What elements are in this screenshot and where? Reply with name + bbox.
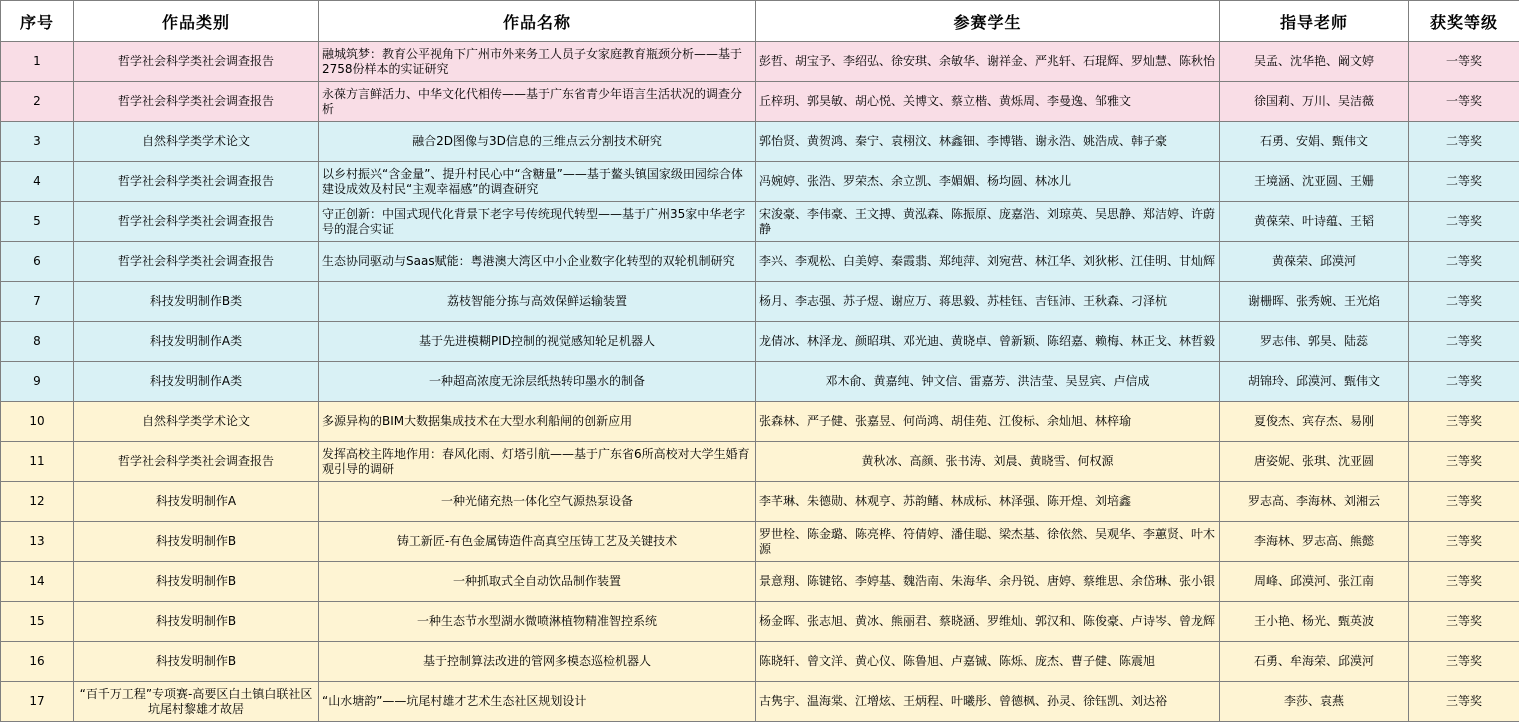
table-row [1,242,1519,282]
cell-advisors: 石勇、安娟、甄伟文 [1220,122,1409,162]
cell-index: 2 [1,82,74,122]
cell-advisors: 李莎、袁燕 [1220,682,1409,722]
cell-index: 10 [1,402,74,442]
cell-title: 多源异构的BIM大数据集成技术在大型水利船闸的创新应用 [319,402,756,442]
cell-index: 8 [1,322,74,362]
cell-advisors: 徐国莉、万川、吴洁薇 [1220,82,1409,122]
cell-award: 二等奖 [1409,282,1519,322]
cell-index: 6 [1,242,74,282]
table-row [1,602,1519,642]
cell-index: 4 [1,162,74,202]
cell-award: 二等奖 [1409,242,1519,282]
cell-award: 三等奖 [1409,442,1519,482]
cell-index: 7 [1,282,74,322]
cell-students: 古隽宇、温海棠、江增炫、王炳程、叶曦彤、曾德枫、孙灵、徐钰凯、刘达裕 [756,682,1220,722]
cell-advisors: 谢栅晖、张秀婉、王光焰 [1220,282,1409,322]
cell-category: 哲学社会科学类社会调查报告 [74,162,319,202]
cell-award: 二等奖 [1409,322,1519,362]
cell-advisors: 罗志高、李海林、刘湘云 [1220,482,1409,522]
table-row [1,642,1519,682]
header-title: 作品名称 [319,1,756,42]
cell-award: 三等奖 [1409,522,1519,562]
cell-advisors: 王小艳、杨光、甄英波 [1220,602,1409,642]
header-category: 作品类别 [74,1,319,42]
cell-advisors: 周峰、邱漠河、张江南 [1220,562,1409,602]
header-award: 获奖等级 [1409,1,1519,42]
cell-award: 三等奖 [1409,642,1519,682]
cell-title: “山水塘韵”——坑尾村雄才艺术生态社区规划设计 [319,682,756,722]
cell-award: 二等奖 [1409,122,1519,162]
cell-title: 基于控制算法改进的管网多模态巡检机器人 [319,642,756,682]
cell-students: 郭怡贤、黄贺鸿、秦宁、袁栩汶、林鑫钿、李博锴、谢永浩、姚浩成、韩子豪 [756,122,1220,162]
cell-students: 彭哲、胡宝予、李绍弘、徐安琪、余敏华、谢祥金、严兆轩、石琨辉、罗灿慧、陈秋怡 [756,42,1220,82]
cell-title: 生态协同驱动与Saas赋能：粤港澳大湾区中小企业数字化转型的双轮机制研究 [319,242,756,282]
cell-index: 16 [1,642,74,682]
cell-students: 陈晓轩、曾文洋、黄心仪、陈鲁旭、卢嘉铖、陈烁、庞杰、曹子健、陈震旭 [756,642,1220,682]
cell-award: 三等奖 [1409,402,1519,442]
cell-category: 自然科学类学术论文 [74,402,319,442]
cell-advisors: 罗志伟、郭昊、陆蕊 [1220,322,1409,362]
cell-category: 科技发明制作B [74,522,319,562]
cell-category: 哲学社会科学类社会调查报告 [74,42,319,82]
cell-advisors: 李海林、罗志高、熊懿 [1220,522,1409,562]
cell-index: 17 [1,682,74,722]
header-index: 序号 [1,1,74,42]
cell-title: 一种生态节水型湖水微喷淋植物精准智控系统 [319,602,756,642]
cell-index: 1 [1,42,74,82]
header-row [1,1,1519,42]
cell-title: 永葆方言鲜活力、中华文化代相传——基于广东省青少年语言生活状况的调查分析 [319,82,756,122]
cell-students: 李兴、李观松、白美婷、秦霞翡、郑纯萍、刘宛营、林江华、刘狄彬、江佳明、甘灿辉 [756,242,1220,282]
table-row [1,122,1519,162]
cell-students: 冯婉婷、张浩、罗荣杰、余立凯、李媚媚、杨均圆、林冰儿 [756,162,1220,202]
cell-award: 三等奖 [1409,682,1519,722]
cell-title: 融城筑梦：教育公平视角下广州市外来务工人员子女家庭教育瓶颈分析——基于2758份样本的实证研究 [319,42,756,82]
table-row [1,42,1519,82]
cell-award: 三等奖 [1409,562,1519,602]
cell-title: 一种超高浓度无涂层纸热转印墨水的制备 [319,362,756,402]
cell-category: 科技发明制作A [74,482,319,522]
table-row [1,282,1519,322]
cell-index: 9 [1,362,74,402]
cell-students: 景意翔、陈键铭、李婷基、魏浩南、朱海华、余丹锐、唐婷、蔡维思、余岱琳、张小银 [756,562,1220,602]
cell-category: 科技发明制作B [74,562,319,602]
cell-category: 自然科学类学术论文 [74,122,319,162]
cell-category: 哲学社会科学类社会调查报告 [74,82,319,122]
cell-title: 以乡村振兴“含金量”、提升村民心中“含糖量”——基于鳌头镇国家级田园综合体建设成效及村民“主观幸福感”的调查研究 [319,162,756,202]
cell-students: 黄秋冰、高颜、张书涛、刘晨、黄晓雪、何权源 [756,442,1220,482]
cell-award: 三等奖 [1409,602,1519,642]
cell-category: 科技发明制作B [74,602,319,642]
cell-students: 宋浚豪、李伟豪、王文搏、黄泓森、陈振原、庞嘉浩、刘琼英、吴思静、郑洁婷、许蔚静 [756,202,1220,242]
table-body [1,42,1519,722]
cell-students: 杨月、李志强、苏子煜、谢应万、蒋思毅、苏桂钰、吉钰沛、王秋森、刁泽杭 [756,282,1220,322]
cell-title: 发挥高校主阵地作用：春风化雨、灯塔引航——基于广东省6所高校对大学生婚育观引导的调研 [319,442,756,482]
cell-index: 12 [1,482,74,522]
table-row [1,202,1519,242]
cell-category: 哲学社会科学类社会调查报告 [74,242,319,282]
cell-award: 二等奖 [1409,362,1519,402]
table-row [1,322,1519,362]
cell-title: 基于先进模糊PID控制的视觉感知轮足机器人 [319,322,756,362]
cell-index: 15 [1,602,74,642]
cell-students: 丘梓玥、郭昊敏、胡心悦、关博文、蔡立楷、黄烁周、李曼逸、邹雅文 [756,82,1220,122]
table-row [1,522,1519,562]
cell-advisors: 夏俊杰、宾存杰、易刚 [1220,402,1409,442]
cell-category: 科技发明制作B [74,642,319,682]
cell-students: 李芊琳、朱德勋、林观亨、苏韵鳍、林成标、林泽强、陈开煌、刘培鑫 [756,482,1220,522]
cell-index: 11 [1,442,74,482]
cell-advisors: 黄葆荣、邱漠河 [1220,242,1409,282]
cell-advisors: 黄葆荣、叶诗蕴、王韬 [1220,202,1409,242]
cell-students: 罗世栓、陈金璐、陈亮桦、符倩婷、潘佳聪、梁杰基、徐依然、吴观华、李蕙贤、叶木源 [756,522,1220,562]
cell-advisors: 胡锦玲、邱漠河、甄伟文 [1220,362,1409,402]
cell-award: 一等奖 [1409,82,1519,122]
header-students: 参赛学生 [756,1,1220,42]
cell-award: 一等奖 [1409,42,1519,82]
table-row [1,362,1519,402]
cell-advisors: 石勇、牟海荣、邱漠河 [1220,642,1409,682]
table-row [1,482,1519,522]
cell-category: 科技发明制作A类 [74,322,319,362]
cell-title: 荔枝智能分拣与高效保鲜运输装置 [319,282,756,322]
cell-advisors: 唐姿妮、张琪、沈亚圆 [1220,442,1409,482]
cell-category: 科技发明制作A类 [74,362,319,402]
cell-students: 邓木俞、黄嘉纯、钟文信、雷嘉芳、洪洁莹、吴昱宾、卢信成 [756,362,1220,402]
table-row [1,682,1519,722]
cell-award: 二等奖 [1409,202,1519,242]
table-row [1,162,1519,202]
table-row [1,442,1519,482]
cell-award: 三等奖 [1409,482,1519,522]
cell-students: 杨金晖、张志旭、黄冰、熊丽君、蔡晓涵、罗维灿、郭汉和、陈俊豪、卢诗岑、曾龙辉 [756,602,1220,642]
cell-index: 3 [1,122,74,162]
cell-category: 科技发明制作B类 [74,282,319,322]
cell-title: 铸工新匠-有色金属铸造件高真空压铸工艺及关键技术 [319,522,756,562]
cell-index: 14 [1,562,74,602]
cell-index: 5 [1,202,74,242]
table-header [1,1,1519,42]
cell-category: 哲学社会科学类社会调查报告 [74,202,319,242]
cell-advisors: 王境涵、沈亚圆、王姗 [1220,162,1409,202]
table-row [1,402,1519,442]
cell-category: “百千万工程”专项赛-高要区白土镇白联社区坑尾村黎雄才故居 [74,682,319,722]
cell-title: 融合2D图像与3D信息的三维点云分割技术研究 [319,122,756,162]
cell-title: 一种光储充热一体化空气源热泵设备 [319,482,756,522]
cell-title: 守正创新：中国式现代化背景下老字号传统现代转型——基于广州35家中华老字号的混合实证 [319,202,756,242]
cell-award: 二等奖 [1409,162,1519,202]
cell-students: 龙倩冰、林泽龙、颜昭琪、邓光迪、黄晓卓、曾新颖、陈绍嘉、赖梅、林正戈、林哲毅 [756,322,1220,362]
table-row [1,82,1519,122]
cell-title: 一种抓取式全自动饮品制作装置 [319,562,756,602]
cell-category: 哲学社会科学类社会调查报告 [74,442,319,482]
header-advisors: 指导老师 [1220,1,1409,42]
table-row [1,562,1519,602]
cell-advisors: 吴孟、沈华艳、阚文婷 [1220,42,1409,82]
cell-index: 13 [1,522,74,562]
cell-students: 张森林、严子健、张嘉昱、何尚鸿、胡佳苑、江俊标、余灿旭、林梓瑜 [756,402,1220,442]
